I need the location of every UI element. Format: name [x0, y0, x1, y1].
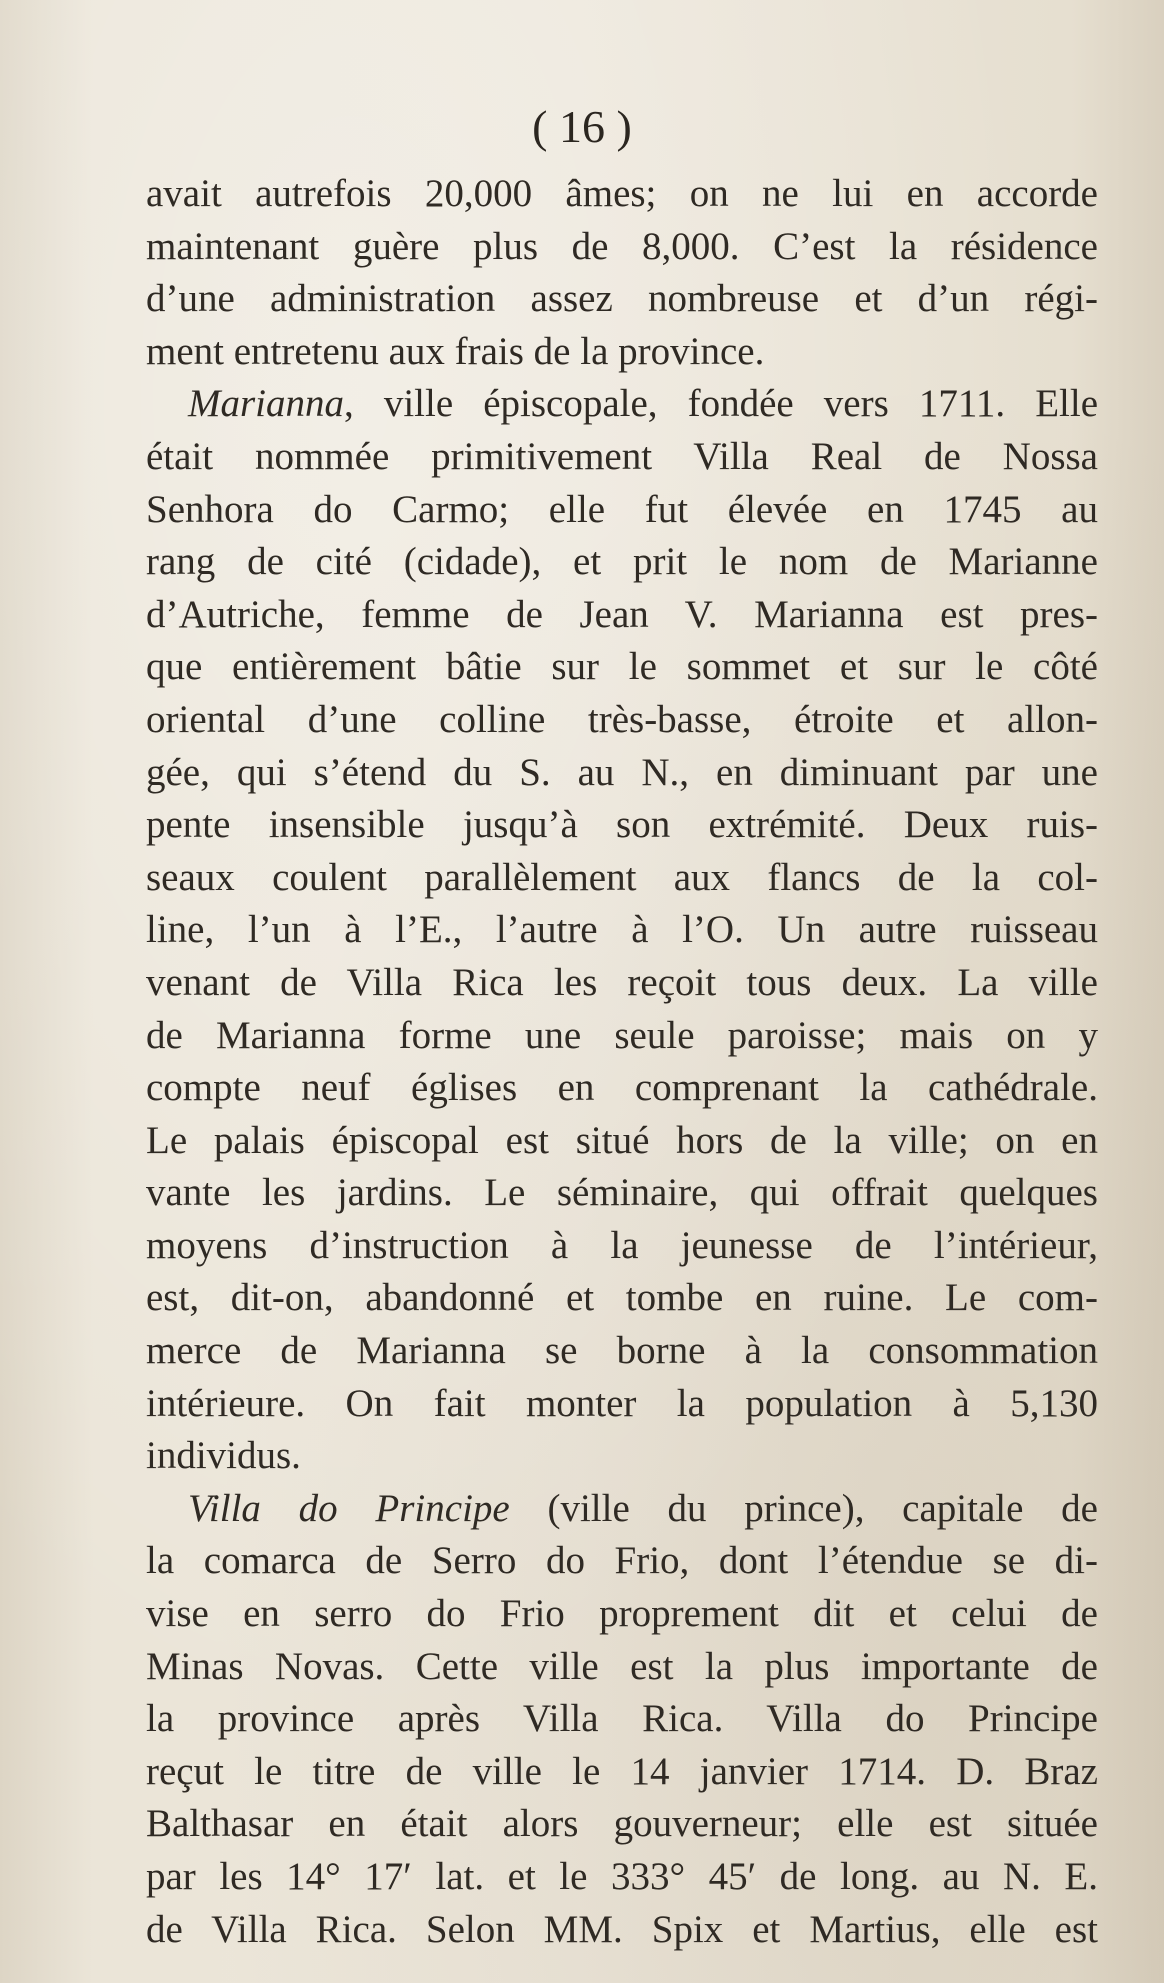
line-text: compte neuf églises en comprenant la cathédrale.: [146, 1066, 1098, 1110]
line-text: d’une administration assez nombreuse et d’un régi-: [146, 277, 1098, 321]
text-line: [146, 694, 1098, 747]
text-line: [146, 1378, 1098, 1431]
text-line: [146, 1115, 1098, 1168]
text-line: [146, 326, 1098, 379]
line-text: moyens d’instruction à la jeunesse de l’intérieur,: [146, 1223, 1098, 1267]
line-text: seaux coulent parallèlement aux flancs de la col-: [146, 855, 1098, 899]
line-text: Minas Novas. Cette ville est la plus importante de: [146, 1644, 1098, 1688]
text-line: [146, 1851, 1098, 1904]
line-text: était nommée primitivement Villa Real de Nossa: [146, 434, 1098, 478]
text-line: [146, 1904, 1098, 1957]
text-line: [146, 431, 1098, 484]
text-line: [146, 168, 1098, 221]
line-text: de Marianna forme une seule paroisse; mais on y: [146, 1013, 1098, 1057]
line-text: line, l’un à l’E., l’autre à l’O. Un autre ruisseau: [146, 908, 1098, 952]
text-line: [146, 1535, 1098, 1588]
text-line: [146, 273, 1098, 326]
text-line: [146, 1693, 1098, 1746]
text-line: [146, 852, 1098, 905]
line-text: Le palais épiscopal est situé hors de la ville; on en: [146, 1118, 1098, 1162]
line-text: Senhora do Carmo; elle fut élevée en 1745 au: [146, 487, 1098, 531]
text-line: [146, 1272, 1098, 1325]
text-line: [146, 1167, 1098, 1220]
line-text: , ville épiscopale, fondée vers 1711. Elle: [344, 382, 1098, 426]
text-line: [146, 747, 1098, 800]
line-text: (ville du prince), capitale de: [509, 1486, 1098, 1530]
text-line: [146, 1798, 1098, 1851]
line-text: vante les jardins. Le séminaire, qui offrait quelques: [146, 1171, 1098, 1215]
text-line: [146, 1325, 1098, 1378]
line-text: que entièrement bâtie sur le sommet et sur le côté: [146, 645, 1098, 689]
line-text: venant de Villa Rica les reçoit tous deux. La ville: [146, 960, 1098, 1004]
line-text: gée, qui s’étend du S. au N., en diminuant par une: [146, 750, 1098, 794]
line-text: Balthasar en était alors gouverneur; elle est située: [146, 1802, 1098, 1846]
line-text: reçut le titre de ville le 14 janvier 1714. D. Braz: [146, 1749, 1098, 1793]
place-name: Marianna: [188, 382, 344, 426]
line-text: vise en serro do Frio proprement dit et celui de: [146, 1592, 1098, 1636]
text-line: [146, 1641, 1098, 1694]
text-line: [146, 484, 1098, 537]
body-text: [146, 168, 1098, 1956]
line-text: de Villa Rica. Selon MM. Spix et Martius, elle est: [146, 1907, 1098, 1951]
text-line: [146, 1430, 1098, 1483]
line-text: ment entretenu aux frais de la province.: [146, 329, 765, 373]
text-line: [146, 536, 1098, 589]
line-text: oriental d’une colline très-basse, étroite et allon-: [146, 697, 1098, 741]
line-text: avait autrefois 20,000 âmes; on ne lui en accorde: [146, 172, 1098, 215]
text-line: [146, 904, 1098, 957]
line-text: la province après Villa Rica. Villa do Principe: [146, 1697, 1098, 1741]
text-line: [146, 799, 1098, 852]
line-text: d’Autriche, femme de Jean V. Marianna est pres-: [146, 592, 1098, 636]
line-text: maintenant guère plus de 8,000. C’est la résidence: [146, 224, 1098, 268]
text-line: [146, 378, 1098, 431]
text-line: [146, 1588, 1098, 1641]
text-line: [146, 1483, 1098, 1536]
text-line: [146, 1220, 1098, 1273]
text-line: [146, 589, 1098, 642]
line-text: intérieure. On fait monter la population à 5,130: [146, 1381, 1098, 1425]
line-text: est, dit-on, abandonné et tombe en ruine. Le com-: [146, 1276, 1098, 1320]
text-line: [146, 641, 1098, 694]
line-text: pente insensible jusqu’à son extrémité. Deux ruis-: [146, 803, 1098, 847]
text-line: [146, 957, 1098, 1010]
text-line: [146, 221, 1098, 274]
line-text: la comarca de Serro do Frio, dont l’étendue se di-: [146, 1539, 1098, 1583]
page-number: ( 16 ): [532, 101, 632, 152]
line-text: individus.: [146, 1434, 301, 1478]
line-text: merce de Marianna se borne à la consommation: [146, 1329, 1098, 1373]
place-name: Villa do Principe: [188, 1486, 510, 1530]
text-line: [146, 1746, 1098, 1799]
line-text: rang de cité (cidade), et prit le nom de Marianne: [146, 540, 1098, 584]
text-line: [146, 1010, 1098, 1063]
text-line: [146, 1062, 1098, 1115]
line-text: par les 14° 17′ lat. et le 333° 45′ de long. au N. E.: [146, 1855, 1098, 1898]
